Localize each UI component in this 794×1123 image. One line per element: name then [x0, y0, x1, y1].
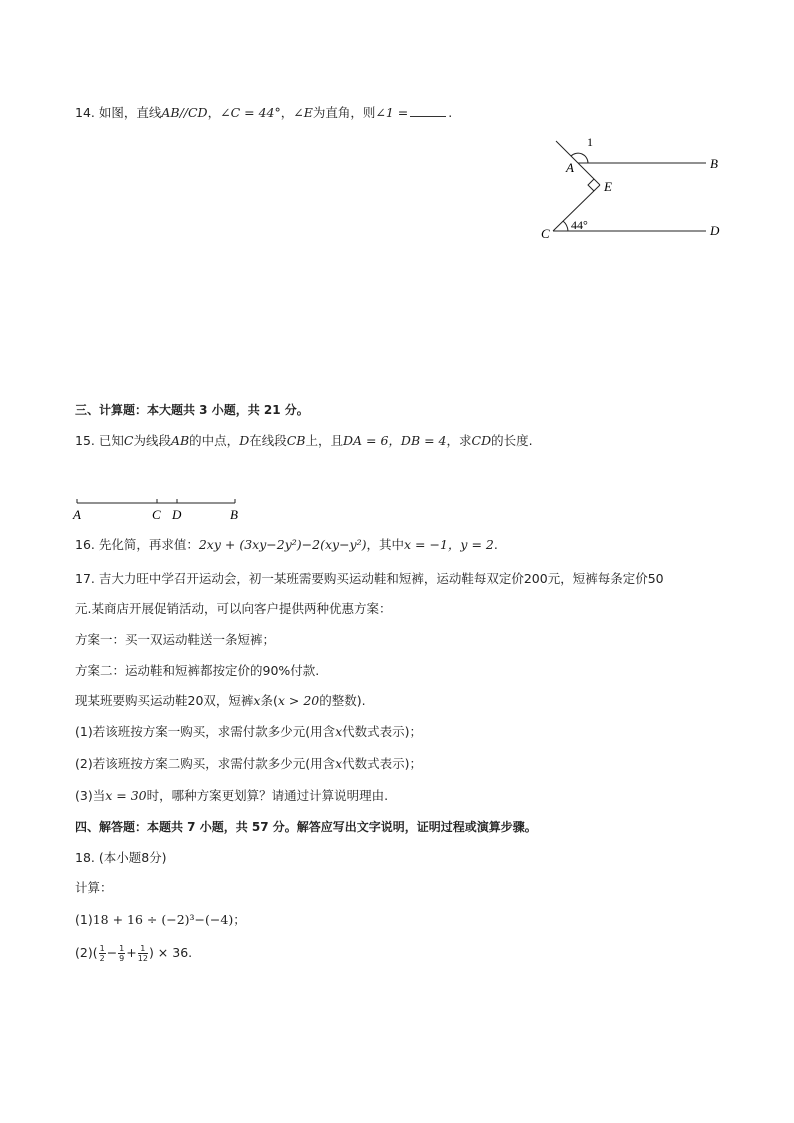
- label-44: 44°: [571, 218, 588, 232]
- label-E: E: [604, 179, 612, 194]
- q17-part2: (2)若该班按方案二购买，求需付款多少元(用含x代数式表示)；: [75, 756, 423, 771]
- fraction-1-2: $\frac{1}{2}$: [99, 944, 105, 963]
- q17-line1: 17. 吉大力旺中学召开运动会，初一某班需要购买运动鞋和短裤，运动鞋每双定价200元，短裤每条定价50: [75, 571, 664, 586]
- q16-text: 16. 先化简，再求值：2xy + (3xy−2y²)−2(xy−y²)，其中x = −1，y = 2.: [75, 537, 498, 552]
- q17-line2: 元.某商店开展促销活动，可以向客户提供两种优惠方案：: [75, 601, 392, 616]
- fraction-1-12: $\frac{1}{12}$: [137, 944, 148, 963]
- seg-label-A: A: [73, 507, 81, 522]
- label-A: A: [566, 160, 574, 175]
- section3-title: 三、计算题：本大题共 3 小题，共 21 分。: [75, 403, 309, 417]
- q15-text: 15. 已知C为线段AB的中点，D在线段CB上，且DA = 6，DB = 4，求CD的长度.: [75, 433, 533, 448]
- q18-part1: (1)18 + 16 ÷ (−2)³−(−4)；: [75, 912, 246, 927]
- fraction-1-9: $\frac{1}{9}$: [119, 944, 125, 963]
- label-1: 1: [587, 135, 593, 149]
- seg-label-D: D: [172, 507, 182, 522]
- q18-intro: 计算：: [75, 880, 113, 895]
- section4-title: 四、解答题：本题共 7 小题，共 57 分。解答应写出文字说明，证明过程或演算步骤。: [75, 820, 537, 834]
- q14-text: 14. 如图，直线AB//CD，∠C = 44°，∠E为直角，则∠1 = .: [75, 105, 453, 120]
- label-C: C: [541, 226, 550, 241]
- q17-part1: (1)若该班按方案一购买，求需付款多少元(用含x代数式表示)；: [75, 724, 423, 739]
- parallel-lines-figure: [0, 0, 794, 260]
- seg-label-C: C: [152, 507, 161, 522]
- q17-plan1: 方案一：买一双运动鞋送一条短裤；: [75, 632, 276, 647]
- segment-figure: [0, 495, 794, 535]
- q18-part2: (2)( $\frac{1}{2}$ − $\frac{1}{9}$ + $\frac{1}{12}$ ) × 36.: [75, 944, 193, 963]
- label-B: B: [710, 156, 718, 171]
- label-D: D: [710, 223, 720, 238]
- seg-label-B: B: [230, 507, 238, 522]
- q17-part3: (3)当x = 30时，哪种方案更划算？请通过计算说明理由.: [75, 788, 389, 803]
- q18-title: 18. (本小题8分): [75, 850, 167, 865]
- q17-line5: 现某班要购买运动鞋20双，短裤x条(x > 20的整数).: [75, 693, 366, 708]
- q17-plan2: 方案二：运动鞋和短裤都按定价的90%付款.: [75, 663, 320, 678]
